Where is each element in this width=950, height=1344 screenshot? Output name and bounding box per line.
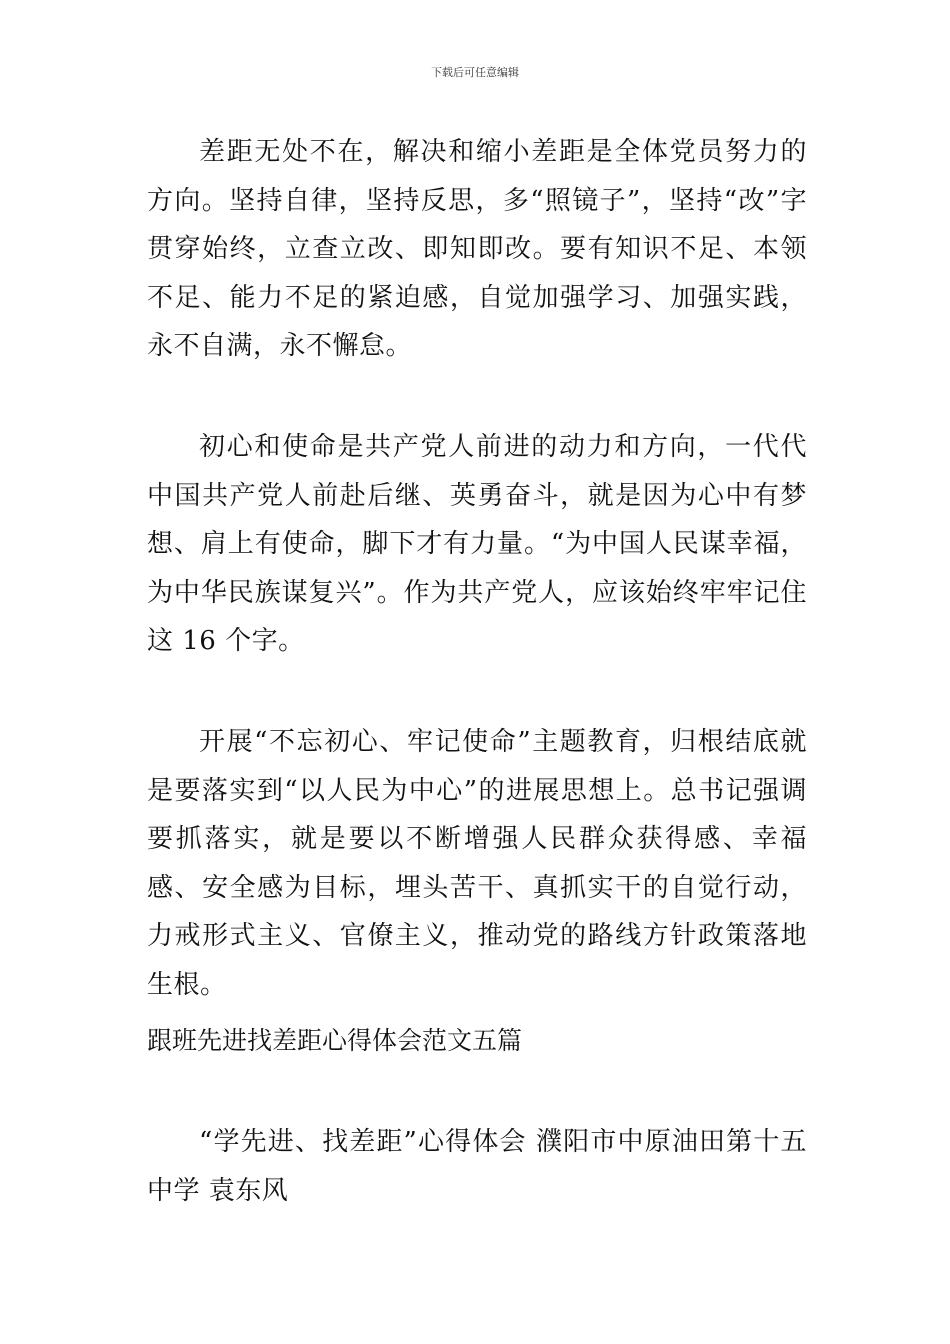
- body-paragraph: “学先进、找差距”心得体会 濮阳市中原油田第十五中学 袁东风: [147, 1127, 807, 1206]
- section-title: 跟班先进找差距心得体会范文五篇: [147, 1026, 523, 1055]
- page-header: 下载后可任意编辑: [431, 66, 519, 79]
- body-paragraph: 初心和使命是共产党人前进的动力和方向，一代代中国共产党人前赴后继、英勇奋斗，就是因为心中有梦想、肩上有使命，脚下才有力量。“为中国人民谋幸福，为中华民族谋复兴”。作为共产党人，应该始终牢牢记住这 16 个字。: [147, 432, 807, 656]
- body-paragraph: 差距无处不在，解决和缩小差距是全体党员努力的方向。坚持自律，坚持反思，多“照镜子”，坚持“改”字贯穿始终，立查立改、即知即改。要有知识不足、本领不足、能力不足的紧迫感，自觉加强学习、加强实践，永不自满，永不懈怠。: [147, 137, 807, 361]
- body-paragraph: 开展“不忘初心、牢记使命”主题教育，归根结底就是要落实到“以人民为中心”的进展思想上。总书记强调要抓落实，就是要以不断增强人民群众获得感、幸福感、安全感为目标，埋头苦干、真抓实干的自觉行动，力戒形式主义、官僚主义，推动党的路线方针政策落地生根。: [147, 727, 807, 1000]
